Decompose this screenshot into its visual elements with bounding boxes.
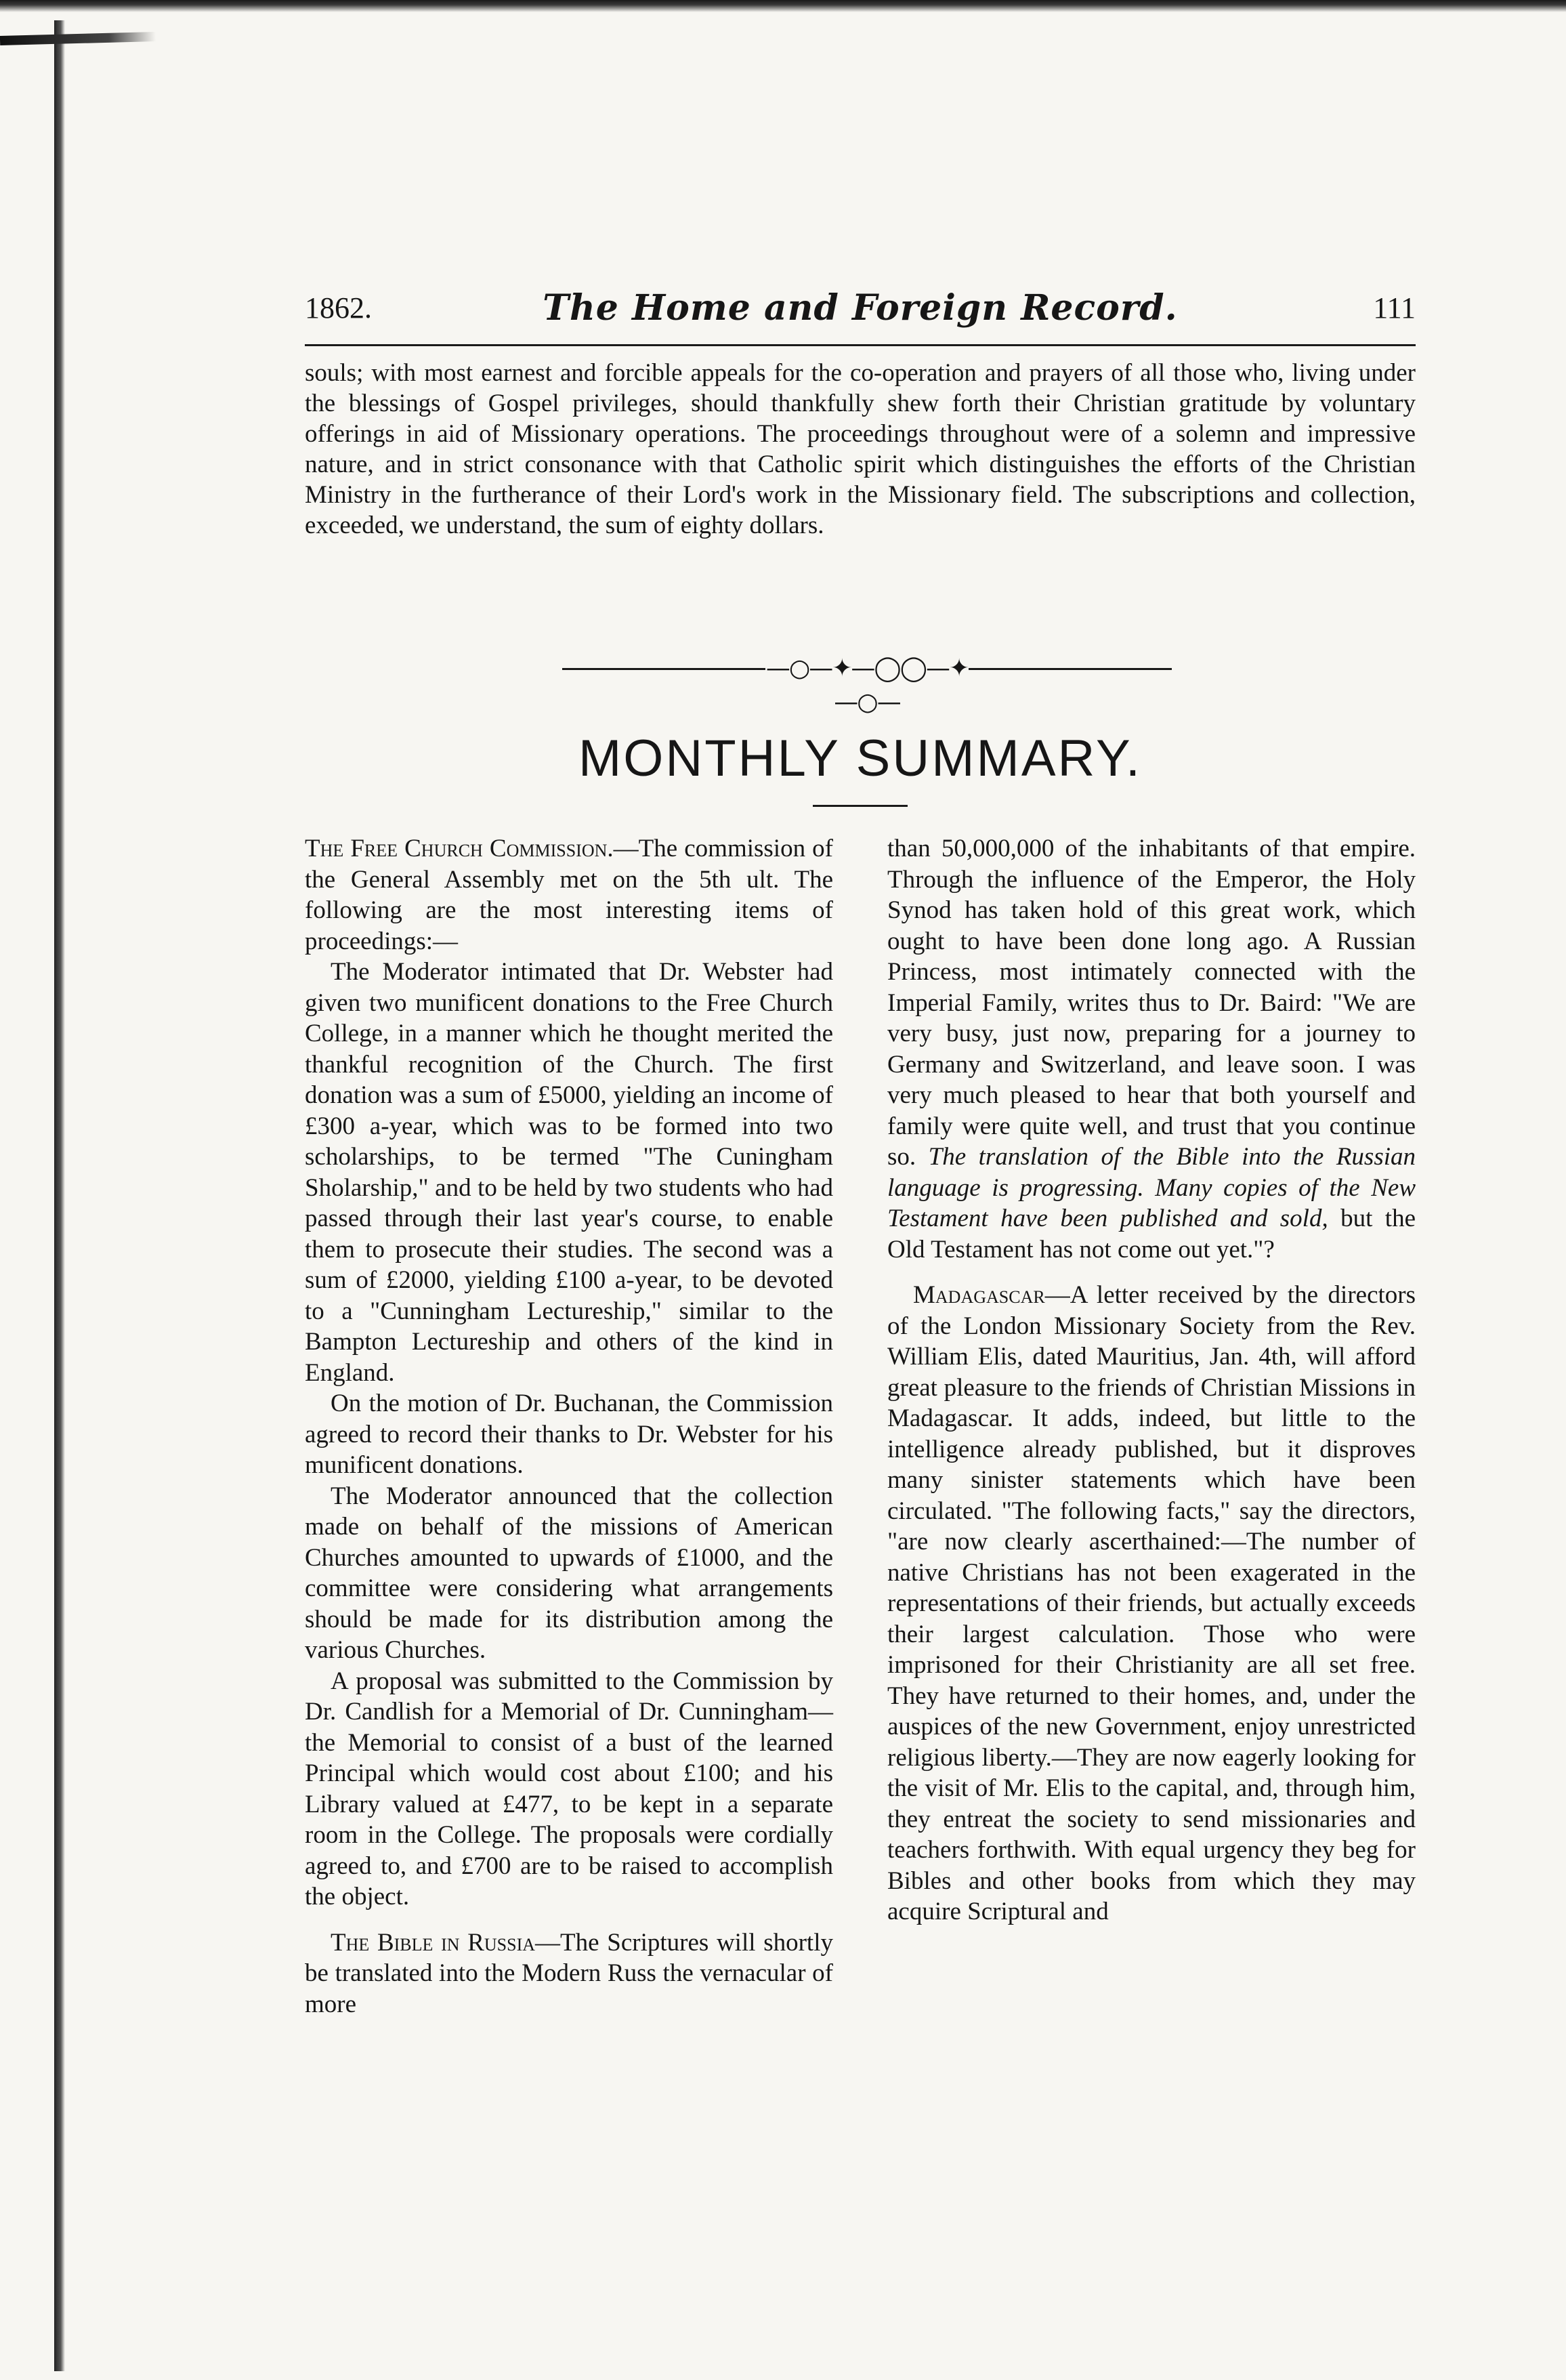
section-title: MONTHLY SUMMARY. [578, 730, 1143, 787]
scan-edge-left [54, 20, 65, 2371]
bible-cont-after: but the Old Testament has not come out yet."? [887, 1205, 1416, 1264]
ornament-center: —○—✦—◯◯—✦—○— [765, 654, 969, 716]
bible-cont-before: than 50,000,000 of the inhabitants of that empire. Through the influence of the Emperor, the Holy Synod has taken hold of this great work, which ought to have been done long ago. A Russian Princess, most intimately connected with the Imperial Family, writes thus to Dr. Baird: "We are very busy, just now, preparing for a journey to Germany and Switzerland, and leave soon. I was very much pleased to hear that both yourself and family were quite well, and trust that you continue so. [887, 835, 1416, 1171]
ornament-line-right [969, 668, 1172, 670]
proposal-paragraph: A proposal was submitted to the Commission by Dr. Candlish for a Memorial of Dr. Cunningham—the Memorial to consist of a bust of the learned Principal which would cost about £100; and his Library valued at £477, to be kept in a separate room in the College. The proposals were cordially agreed to, and £700 are to be raised to accomplish the object. [305, 1667, 833, 1911]
page-number: 111 [1373, 291, 1416, 325]
bible-heading: The Bible in Russia [331, 1928, 536, 1957]
commission-heading: The Free Church Commission. [305, 835, 614, 862]
bible-text: —The Scriptures will shortly be translated into the Modern Russ the vernacular of more [305, 1928, 833, 2018]
right-column [887, 833, 1416, 1927]
moderator-paragraph: The Moderator intimated that Dr. Webster had given two munificent donations to the Free Church College, in a manner which he thought merited the thankful recognition of the Church. The first donation was a sum of £5000, yielding an income of £300 a-year, which was to be formed into two scholarships, to be termed "The Cuningham Sholarship," and to be held by two students who had passed through their last year's course, to enable them to prosecute their studies. The second was a sum of £2000, yielding £100 a-year, to be devoted to a "Cunningham Lectureship," similar to the Bampton Lectureship and others of the kind in England. [305, 958, 833, 1387]
madagascar-text: —A letter received by the directors of the London Missionary Society from the Rev. William Elis, dated Mauritius, Jan. 4th, will afford great pleasure to the friends of Christian Missions in Madagascar. It adds, indeed, but little to the intelligence already published, but it disproves many sinister statements which have been circulated. "The following facts," say the directors, "are now clearly ascerthained:—The number of native Christians has not been exagerated in the representations of their friends, but actually exceeds their largest calculation. Those who were imprisoned for their Christianity are all set free. They have returned to their homes, and, under the auspices of the new Government, enjoy unrestricted religious liberty.—They are now eagerly looking for the visit of Mr. Elis to the capital, and, through him, they entreat the society to send missionaries and teachers forthwith. With equal urgency they beg for Bibles and other books from which they may acquire Scriptural and [887, 1281, 1416, 1925]
bible-paragraph [305, 1927, 833, 2020]
commission-text: —The commission of the General Assembly met on the 5th ult. The following are the most interesting items of proceedings:— [305, 835, 833, 955]
header-year: 1862. [305, 291, 372, 325]
header-rule [305, 344, 1416, 346]
header-title: The Home and Foreign Record. [543, 287, 1178, 329]
left-column [305, 833, 833, 2020]
bible-continuation-paragraph [887, 833, 1416, 1265]
commission-paragraph [305, 833, 833, 957]
madagascar-paragraph [887, 1280, 1416, 1927]
scan-edge-top [0, 0, 1566, 12]
scan-edge-corner [0, 32, 156, 45]
ornament-line-left [562, 668, 765, 670]
collection-paragraph: The Moderator announced that the collection made on behalf of the missions of American Churches amounted to upwards of £1000, and the committee were considering what arrangements should be made for its distribution among the various Churches. [305, 1482, 833, 1664]
buchanan-paragraph: On the motion of Dr. Buchanan, the Commission agreed to record their thanks to Dr. Webster for his munificent donations. [305, 1390, 833, 1479]
ornament-divider [562, 652, 1172, 716]
madagascar-heading: Madagascar [913, 1281, 1045, 1309]
intro-paragraph: souls; with most earnest and forcible appeals for the co-operation and prayers of all those who, living under the blessings of Gospel privileges, should thankfully shew forth their Christian gratitude by voluntary offerings in aid of Missionary operations. The proceedings throughout were of a solemn and impressive nature, and in strict consonance with that Catholic spirit which distinguishes the efforts of the Christian Ministry in the furtherance of their Lord's work in the Missionary field. The subscriptions and collection, exceeded, we understand, the sum of eighty dollars. [305, 359, 1416, 539]
bible-cont-italic: The translation of the Bible into the Russian language is progressing. Many copies of the New Testament have been published and sold, [887, 1143, 1416, 1232]
title-rule [813, 805, 908, 807]
running-header [305, 288, 1416, 335]
